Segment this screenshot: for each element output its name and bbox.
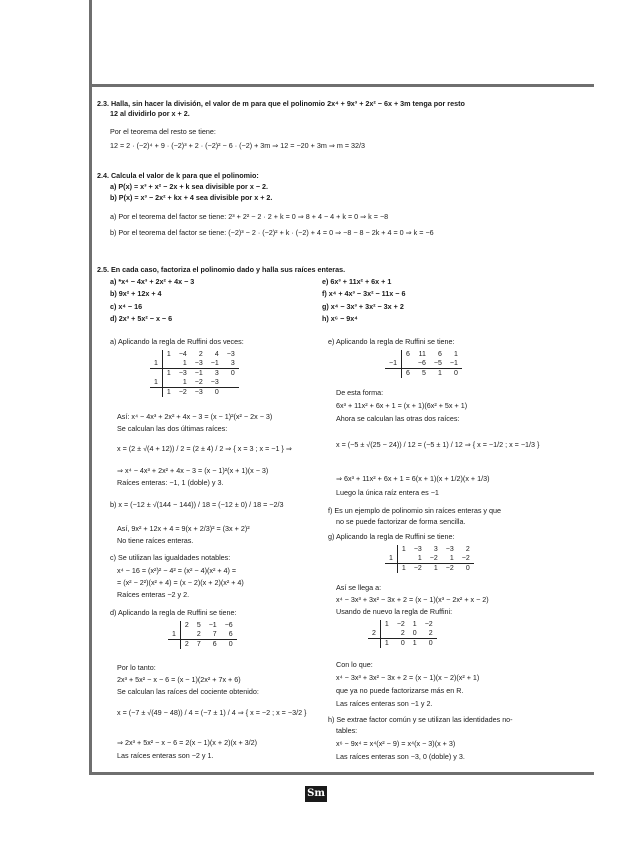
exercise-2-3-heading: 2.3. Halla, sin hacer la división, el valor de m para que el polinomio 2x⁴ + 9x³ + 2x² − 6x + 3m tenga por resto <box>97 99 465 108</box>
right-h-factor: x⁶ − 9x⁴ = x⁴(x² − 9) = x⁴(x − 3)(x + 3) <box>336 739 456 748</box>
ruffini-table-g <box>385 545 474 573</box>
ruffini-table-g2 <box>368 620 437 648</box>
ruffini-table-d <box>168 621 237 649</box>
ruffini-cell: 1 <box>401 546 406 553</box>
right-h-line1: h) Se extrae factor común y se utilizan las identidades no- <box>328 715 513 724</box>
exercise-2-5-d: d) 2x³ + 5x² − x − 6 <box>110 314 173 323</box>
right-f-line2: no se puede factorizar de forma sencilla. <box>336 517 466 526</box>
ruffini-cell <box>162 359 174 369</box>
ruffini-cell: 3 <box>230 360 235 367</box>
ruffini-cell: −2 <box>396 621 405 628</box>
left-d-formula: x = (−7 ± √(49 − 48)) / 4 = (−7 ± 1) / 4 ⇒ { x = −2 ; x = −3/2 } <box>117 708 307 717</box>
exercise-2-5-a: a) *x⁴ − 4x³ + 2x² + 4x − 3 <box>110 277 195 286</box>
ruffini-cell: 3 <box>207 369 223 379</box>
ruffini-cell: 2 <box>400 630 405 637</box>
ruffini-cell: 0 <box>421 639 437 649</box>
ruffini-cell: 1 <box>430 369 446 379</box>
ruffini-cell: 1 <box>449 555 454 562</box>
ruffini-cell <box>368 639 380 649</box>
ruffini-cell: −3 <box>194 360 203 367</box>
ruffini-cell <box>385 350 401 359</box>
left-d-factor1: 2x³ + 5x² − x − 6 = (x − 1)(2x² + 7x + 6) <box>117 675 241 684</box>
ruffini-cell: 2 <box>180 640 192 650</box>
ruffini-cell: 1 <box>397 564 409 574</box>
top-rule <box>89 84 594 87</box>
right-g-with: Con lo que: <box>336 660 373 669</box>
ruffini-cell: 0 <box>221 640 237 650</box>
ruffini-cell <box>168 640 180 650</box>
ruffini-cell <box>168 621 180 630</box>
ruffini-cell: 4 <box>214 351 219 358</box>
left-d-roots: Las raíces enteras son −2 y 1. <box>117 751 214 760</box>
ruffini-cell: 1 <box>384 621 389 628</box>
ruffini-cell: 2 <box>465 546 470 553</box>
left-d-intro: d) Aplicando la regla de Ruffini se tiene: <box>110 608 237 617</box>
ruffini-table-a <box>150 350 239 397</box>
exercise-2-5-b: b) 9x² + 12x + 4 <box>110 289 162 298</box>
right-g-factor2: x⁴ − 3x³ + 3x² − 3x + 2 = (x − 1)(x − 2)(x² + 1) <box>336 673 480 682</box>
left-b-roots: No tiene raíces enteras. <box>117 536 194 545</box>
exercise-2-4-a: a) P(x) = x³ + x² − 2x + k sea divisible por x − 2. <box>110 182 269 191</box>
left-margin-bar <box>89 0 92 775</box>
ruffini-cell <box>401 359 413 369</box>
ruffini-cell: −2 <box>461 555 470 562</box>
exercise-2-4-b: b) P(x) = x³ − 2x² + kx + 4 sea divisible por x + 2. <box>110 193 273 202</box>
exercise-2-5-c: c) x⁴ − 16 <box>110 302 143 311</box>
ruffini-cell: 5 <box>414 369 430 379</box>
ruffini-cell <box>150 388 162 398</box>
ruffini-cell: 1 <box>417 555 422 562</box>
exercise-2-5-h: h) x⁶ − 9x⁴ <box>322 314 358 323</box>
exercise-2-3-line2: 12 = 2 · (−2)⁴ + 9 · (−2)³ + 2 · (−2)² − 6 · (−2) + 3m ⇒ 12 = −20 + 3m ⇒ m = 32/3 <box>110 141 366 150</box>
ruffini-cell: 2 <box>196 631 201 638</box>
ruffini-cell: −2 <box>429 555 438 562</box>
ruffini-cell <box>223 388 239 398</box>
ruffini-cell: 1 <box>412 621 417 628</box>
ruffini-cell: 1 <box>166 351 171 358</box>
ruffini-cell: 1 <box>453 351 458 358</box>
right-g-arrive: Así se llega a: <box>336 583 382 592</box>
ruffini-cell: −6 <box>224 622 233 629</box>
right-g-factor1: x⁴ − 3x³ + 3x² − 3x + 2 = (x − 1)(x³ − 2x² + x − 2) <box>336 595 489 604</box>
ruffini-cell: 2 <box>184 622 189 629</box>
ruffini-cell: 1 <box>162 369 174 379</box>
exercise-2-4-answer-a: a) Por el teorema del factor se tiene: 2³ + 2² − 2 · 2 + k = 0 ⇒ 8 + 4 − 4 + k = 0 ⇒ k = −8 <box>110 212 389 221</box>
ruffini-cell: −3 <box>445 546 454 553</box>
ruffini-cell: −3 <box>413 546 422 553</box>
ruffini-cell: 1 <box>385 554 397 564</box>
ruffini-cell: 1 <box>150 359 162 369</box>
ruffini-cell <box>385 369 401 379</box>
right-e-roots: Luego la única raíz entera es −1 <box>336 488 439 497</box>
left-c-step1: x⁴ − 16 = (x²)² − 4² = (x² − 4)(x² + 4) = <box>117 566 237 575</box>
ruffini-cell <box>162 378 174 388</box>
ruffini-cell: −2 <box>410 564 426 574</box>
ruffini-cell: 2 <box>428 630 433 637</box>
left-c-step2: = (x² − 2²)(x² + 4) = (x − 2)(x + 2)(x² + 4) <box>117 578 244 587</box>
right-e-thus: De esta forma: <box>336 388 384 397</box>
right-e-intro: e) Aplicando la regla de Ruffini se tiene: <box>328 337 455 346</box>
ruffini-cell: −1 <box>449 360 458 367</box>
exercise-2-4-answer-b: b) Por el teorema del factor se tiene: (−2)³ − 2 · (−2)² + k · (−2) + 4 = 0 ⇒ −8 − 8 − 2k + 4 = 0 ⇒ k = −6 <box>110 228 434 237</box>
ruffini-cell: 0 <box>446 369 462 379</box>
ruffini-cell <box>223 378 239 388</box>
ruffini-cell: −2 <box>442 564 458 574</box>
left-d-therefore: Por lo tanto: <box>117 663 156 672</box>
left-a-factor: ⇒ x⁴ − 4x³ + 2x² + 4x − 3 = (x − 1)²(x + 1)(x − 3) <box>117 466 269 475</box>
ruffini-cell <box>150 369 162 379</box>
ruffini-cell: 6 <box>437 351 442 358</box>
exercise-2-3-heading-cont: 12 al dividirlo por x + 2. <box>110 109 190 118</box>
exercise-2-5-g: g) x⁴ − 3x³ + 3x² − 3x + 2 <box>322 302 404 311</box>
left-b-formula: b) x = (−12 ± √(144 − 144)) / 18 = (−12 ± 0) / 18 = −2/3 <box>110 500 284 509</box>
exercise-2-5-f: f) x⁴ + 4x³ − 3x² − 11x − 6 <box>322 289 406 298</box>
ruffini-cell: −2 <box>424 621 433 628</box>
ruffini-cell: 2 <box>368 629 380 639</box>
right-e-factor2: ⇒ 6x³ + 11x² + 6x + 1 = 6(x + 1)(x + 1/2)(x + 1/3) <box>336 474 490 483</box>
left-b-result: Así, 9x² + 12x + 4 = 9(x + 2/3)² = (3x + 2)² <box>117 524 250 533</box>
ruffini-cell: 6 <box>228 631 233 638</box>
left-a-result: Así: x⁴ − 4x³ + 2x² + 4x − 3 = (x − 1)²(x² − 2x − 3) <box>117 412 273 421</box>
right-e-factor1: 6x³ + 11x² + 6x + 1 = (x + 1)(6x² + 5x + 1) <box>336 401 468 410</box>
ruffini-cell: −1 <box>385 359 401 369</box>
right-g-roots: Las raíces enteras son −1 y 2. <box>336 699 433 708</box>
ruffini-cell <box>380 629 392 639</box>
ruffini-cell: 2 <box>198 351 203 358</box>
ruffini-cell <box>397 554 409 564</box>
right-g-again: Usando de nuevo la regla de Ruffini: <box>336 607 453 616</box>
ruffini-cell: −3 <box>191 388 207 398</box>
ruffini-cell: −3 <box>175 369 191 379</box>
right-h-line2: tables: <box>336 726 358 735</box>
ruffini-cell: 6 <box>401 369 413 379</box>
bottom-rule <box>89 772 594 775</box>
ruffini-cell <box>150 350 162 359</box>
ruffini-cell: 0 <box>458 564 474 574</box>
ruffini-table-e <box>385 350 462 378</box>
exercise-2-4-heading: 2.4. Calcula el valor de k para que el polinomio: <box>97 171 259 180</box>
ruffini-cell: −2 <box>194 379 203 386</box>
ruffini-cell: 1 <box>150 378 162 388</box>
ruffini-cell: 0 <box>223 369 239 379</box>
ruffini-cell: 7 <box>193 640 205 650</box>
exercise-2-5-heading: 2.5. En cada caso, factoriza el polinomio dado y halla sus raíces enteras. <box>97 265 346 274</box>
ruffini-cell: −3 <box>210 379 219 386</box>
ruffini-cell: 1 <box>168 630 180 640</box>
ruffini-cell: 1 <box>380 639 392 649</box>
ruffini-cell: 0 <box>412 630 417 637</box>
publisher-logo: Sm <box>305 786 327 802</box>
right-h-roots: Las raíces enteras son −3, 0 (doble) y 3. <box>336 752 465 761</box>
left-a-intro: a) Aplicando la regla de Ruffini dos veces: <box>110 337 244 346</box>
left-d-roots-intro: Se calculan las raíces del cociente obtenido: <box>117 687 259 696</box>
left-c-roots: Raíces enteras −2 y 2. <box>117 590 190 599</box>
ruffini-cell: −2 <box>175 388 191 398</box>
ruffini-cell <box>368 620 380 629</box>
ruffini-cell: 1 <box>426 564 442 574</box>
ruffini-cell: 0 <box>393 639 409 649</box>
ruffini-cell: 7 <box>212 631 217 638</box>
ruffini-cell: 3 <box>433 546 438 553</box>
left-a-roots-intro: Se calculan las dos últimas raíces: <box>117 424 228 433</box>
right-g-intro: g) Aplicando la regla de Ruffini se tiene: <box>328 532 455 541</box>
right-f-line1: f) Es un ejemplo de polinomio sin raíces enteras y que <box>328 506 501 515</box>
left-a-roots: Raíces enteras: −1, 1 (doble) y 3. <box>117 478 224 487</box>
ruffini-cell <box>385 564 397 574</box>
left-a-formula: x = (2 ± √(4 + 12)) / 2 = (2 ± 4) / 2 ⇒ { x = 3 ; x = −1 } ⇒ <box>117 444 292 453</box>
ruffini-cell: 1 <box>182 379 187 386</box>
ruffini-cell: 6 <box>205 640 221 650</box>
right-e-roots-intro: Ahora se calculan las otras dos raíces: <box>336 414 460 423</box>
left-d-factor2: ⇒ 2x³ + 5x² − x − 6 = 2(x − 1)(x + 2)(x + 3/2) <box>117 738 258 747</box>
ruffini-cell: 1 <box>409 639 421 649</box>
ruffini-cell: −3 <box>226 351 235 358</box>
ruffini-cell: 5 <box>196 622 201 629</box>
ruffini-cell: 1 <box>162 388 174 398</box>
ruffini-cell: 0 <box>207 388 223 398</box>
left-c-intro: c) Se utilizan las igualdades notables: <box>110 553 231 562</box>
ruffini-cell: 6 <box>405 351 410 358</box>
right-g-note: que ya no puede factorizarse más en R. <box>336 686 464 695</box>
ruffini-cell: −1 <box>208 622 217 629</box>
ruffini-cell: −1 <box>191 369 207 379</box>
exercise-2-5-e: e) 6x³ + 11x² + 6x + 1 <box>322 277 392 286</box>
ruffini-cell <box>385 545 397 554</box>
ruffini-cell: −6 <box>417 360 426 367</box>
ruffini-cell <box>180 630 192 640</box>
right-e-formula: x = (−5 ± √(25 − 24)) / 12 = (−5 ± 1) / 12 ⇒ { x = −1/2 ; x = −1/3 } <box>336 440 540 449</box>
ruffini-cell: 11 <box>418 351 426 358</box>
exercise-2-3-line1: Por el teorema del resto se tiene: <box>110 127 216 136</box>
ruffini-cell: −4 <box>178 351 187 358</box>
ruffini-cell: −5 <box>433 360 442 367</box>
ruffini-cell: −1 <box>210 360 219 367</box>
ruffini-cell: 1 <box>182 360 187 367</box>
